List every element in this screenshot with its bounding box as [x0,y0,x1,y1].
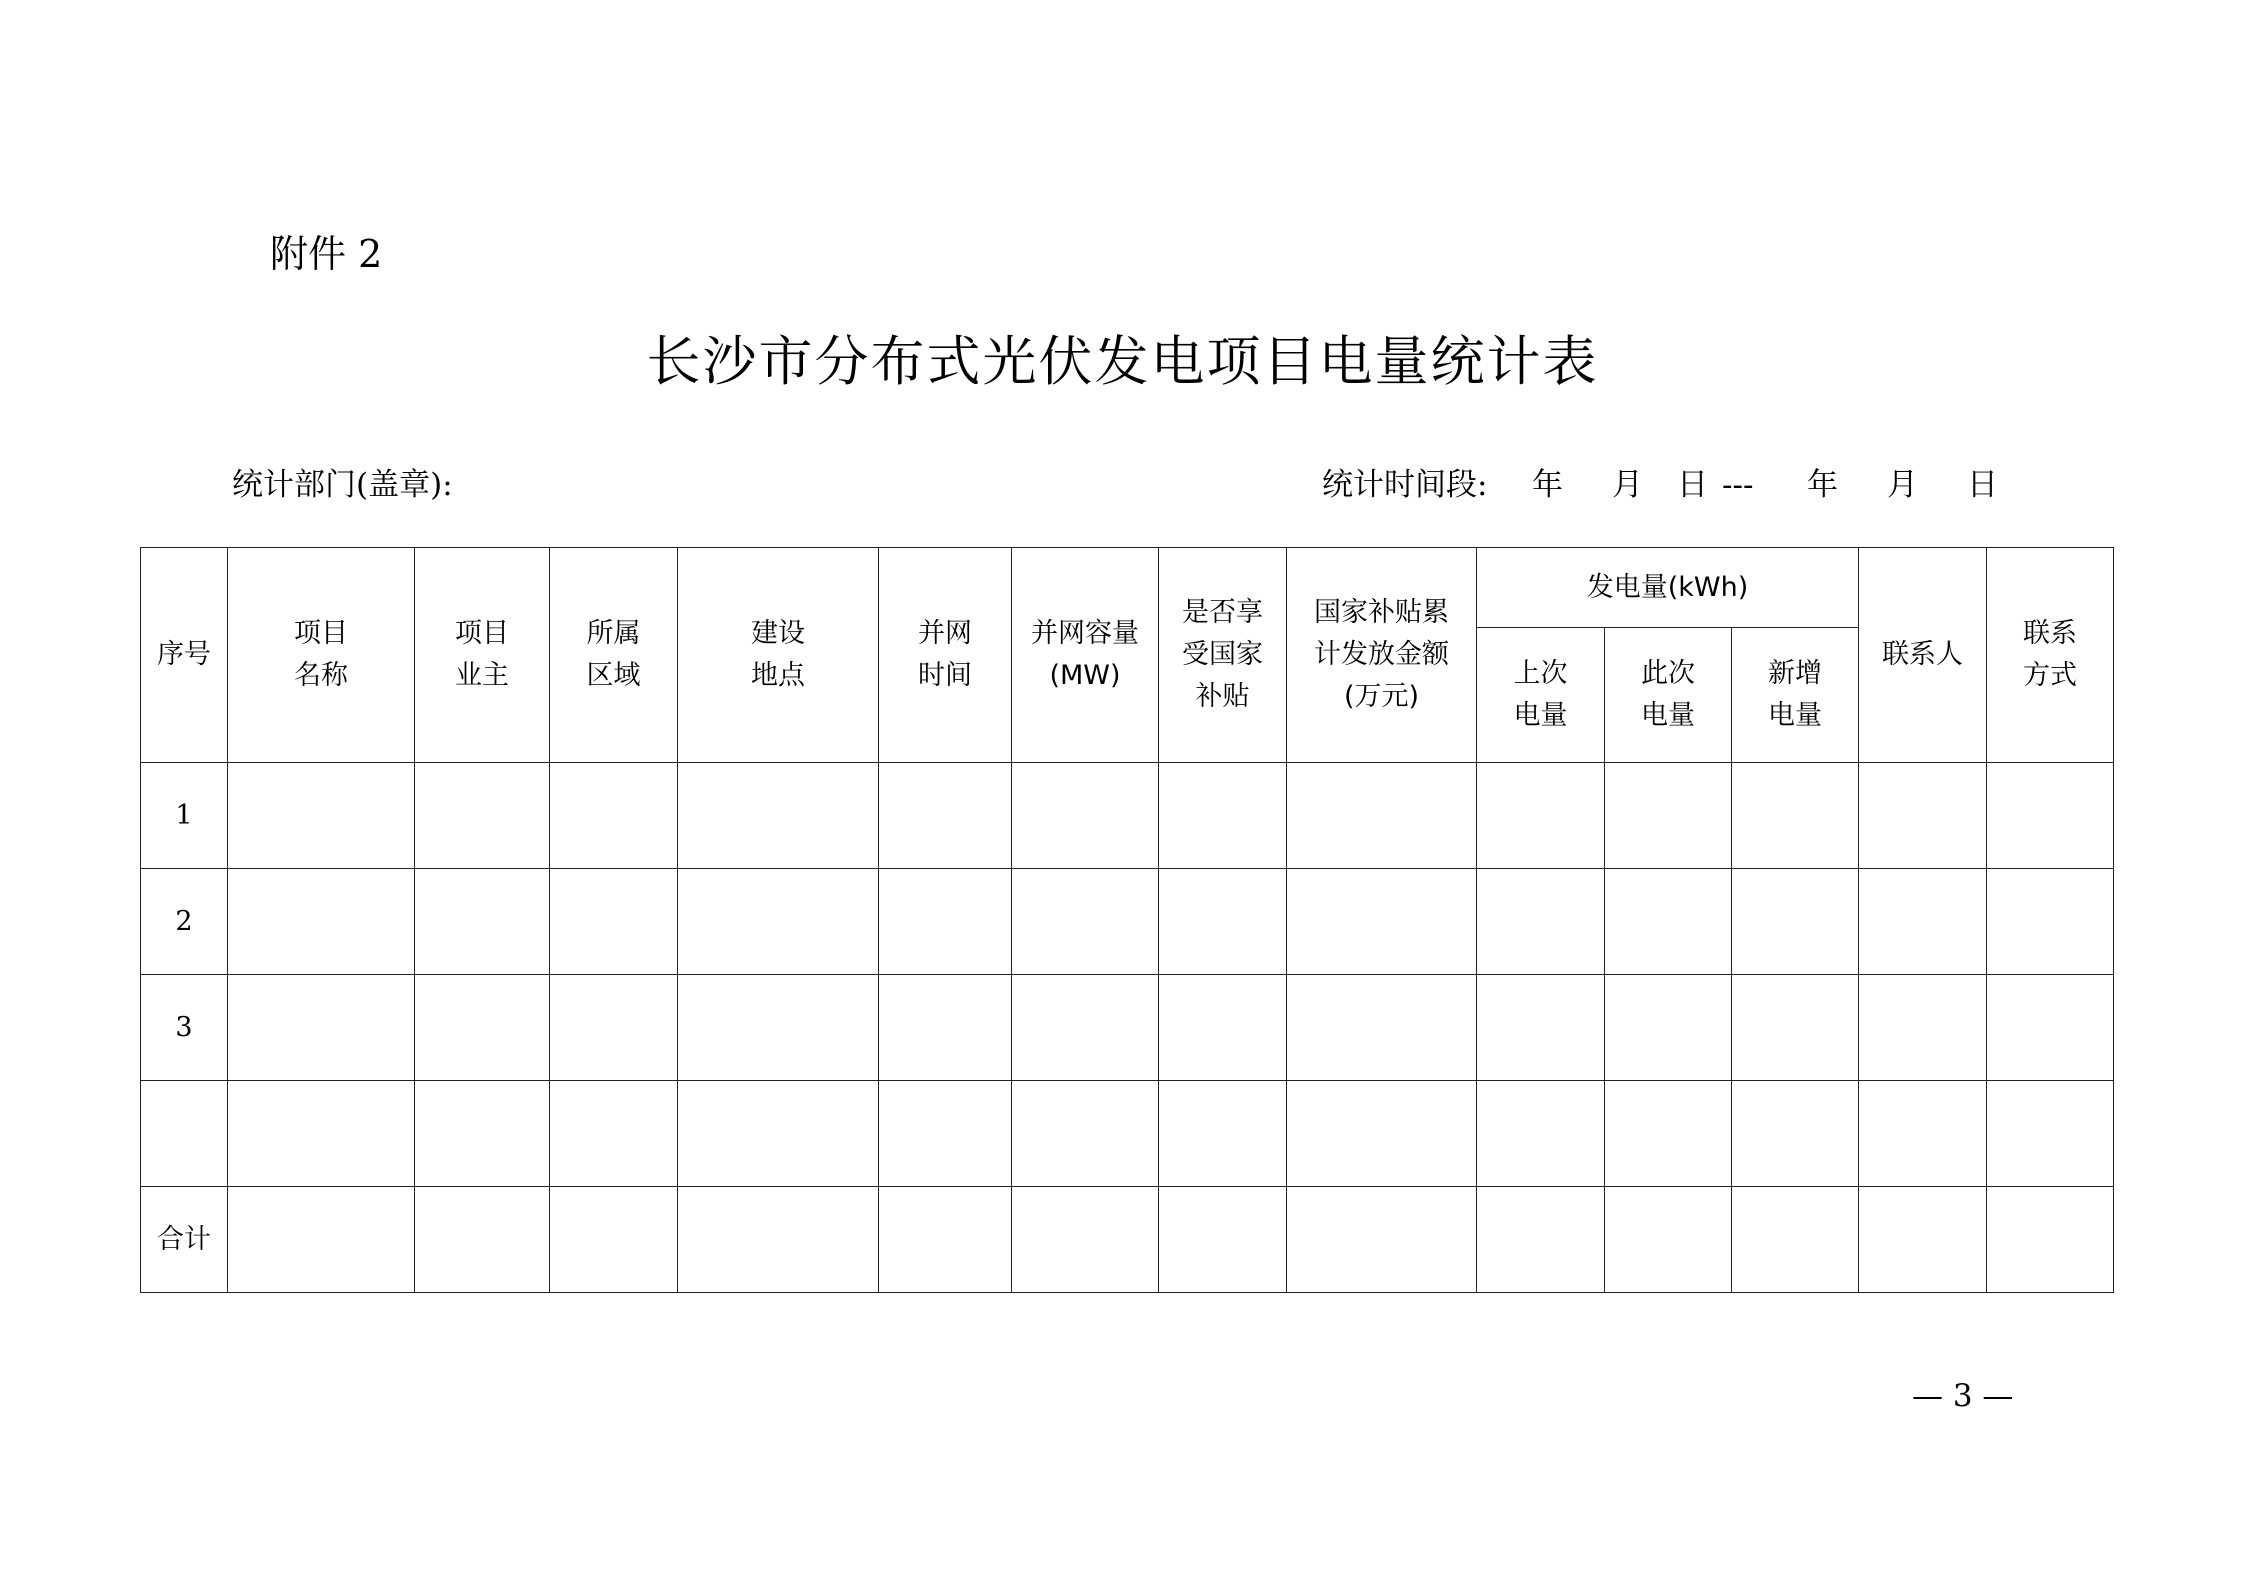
table-cell [1012,1187,1159,1293]
table-cell [1987,1187,2114,1293]
header-grid-time: 并网 时间 [879,548,1012,763]
table-row [141,763,2114,869]
header-grid-capacity: 并网容量 (MW) [1012,548,1159,763]
table-cell [1287,975,1477,1081]
table-cell [550,1187,678,1293]
table-cell [1605,763,1732,869]
table-row [141,1081,2114,1187]
row-seq: 1 [141,763,228,869]
table-cell [550,975,678,1081]
table-cell [1287,763,1477,869]
table-cell [228,1081,415,1187]
period-label: 统计时间段: [1322,467,1488,503]
table-cell [415,869,550,975]
header-subsidy-amount: 国家补贴累 计发放金额 (万元) [1287,548,1477,763]
period-day-end: 日 [1967,467,1998,503]
table-cell [1859,869,1987,975]
table-cell [1012,1081,1159,1187]
table-cell [1159,869,1287,975]
table-cell [1012,763,1159,869]
table-cell [550,869,678,975]
table-cell [1605,1081,1732,1187]
table-cell [1732,869,1859,975]
header-generation-group: 发电量(kWh) [1477,548,1859,628]
document-title: 长沙市分布式光伏发电项目电量统计表 [646,330,1599,393]
total-label: 合计 [141,1187,228,1293]
table-cell [1859,1081,1987,1187]
total-row [141,1187,2114,1293]
table-cell [1477,1187,1605,1293]
table-cell [228,869,415,975]
period-dash: --- [1722,467,1754,503]
page-number: — 3 — [1912,1378,2014,1414]
statistics-table [140,547,2114,1293]
header-project-owner: 项目 业主 [415,548,550,763]
header-current-reading: 此次 电量 [1605,628,1732,763]
period-month-start: 月 [1612,467,1643,503]
header-contact-method: 联系 方式 [1987,548,2114,763]
table-cell [228,975,415,1081]
header-project-name: 项目 名称 [228,548,415,763]
table-cell [1159,1081,1287,1187]
table-cell [415,763,550,869]
table-cell [678,1081,879,1187]
table-cell [415,1081,550,1187]
table-cell [1159,763,1287,869]
table-cell [879,1081,1012,1187]
table-cell [879,975,1012,1081]
header-subsidy: 是否享 受国家 补贴 [1159,548,1287,763]
header-contact: 联系人 [1859,548,1987,763]
table-row [141,975,2114,1081]
row-seq: 3 [141,975,228,1081]
table-cell [1732,975,1859,1081]
table-cell [1159,1187,1287,1293]
table-cell [1477,869,1605,975]
table-cell [1012,869,1159,975]
table-cell [415,1187,550,1293]
period-year-end: 年 [1807,467,1838,503]
table-cell [1987,763,2114,869]
table-cell [678,1187,879,1293]
table-cell [1987,975,2114,1081]
header-last-reading: 上次 电量 [1477,628,1605,763]
table-cell [1732,763,1859,869]
statistics-period [1322,465,2002,505]
row-seq: 2 [141,869,228,975]
header-seq: 序号 [141,548,228,763]
table-cell [1287,869,1477,975]
table-cell [678,869,879,975]
table-cell [678,975,879,1081]
header-added: 新增 电量 [1732,628,1859,763]
table-cell [879,763,1012,869]
period-year-start: 年 [1532,467,1563,503]
table-cell [228,763,415,869]
period-month-end: 月 [1887,467,1918,503]
table-cell [1859,1187,1987,1293]
table-cell [1287,1187,1477,1293]
table-row [141,869,2114,975]
table-cell [1859,763,1987,869]
table-cell [1159,975,1287,1081]
table-cell [678,763,879,869]
row-seq [141,1081,228,1187]
table-cell [1732,1081,1859,1187]
table-cell [879,869,1012,975]
table-cell [1987,869,2114,975]
table-cell [1012,975,1159,1081]
table-cell [1605,1187,1732,1293]
table-cell [1477,1081,1605,1187]
table-cell [1605,869,1732,975]
table-cell [550,1081,678,1187]
table-cell [1477,763,1605,869]
table-cell [1605,975,1732,1081]
department-label: 统计部门(盖章): [232,467,453,503]
header-location: 建设 地点 [678,548,879,763]
table-cell [228,1187,415,1293]
header-region: 所属 区域 [550,548,678,763]
period-day-start: 日 [1677,467,1708,503]
table-cell [550,763,678,869]
table-cell [1477,975,1605,1081]
table-cell [1859,975,1987,1081]
table-cell [1287,1081,1477,1187]
attachment-label: 附件 2 [270,232,383,276]
table-cell [415,975,550,1081]
table-cell [1987,1081,2114,1187]
table-cell [879,1187,1012,1293]
table-cell [1732,1187,1859,1293]
